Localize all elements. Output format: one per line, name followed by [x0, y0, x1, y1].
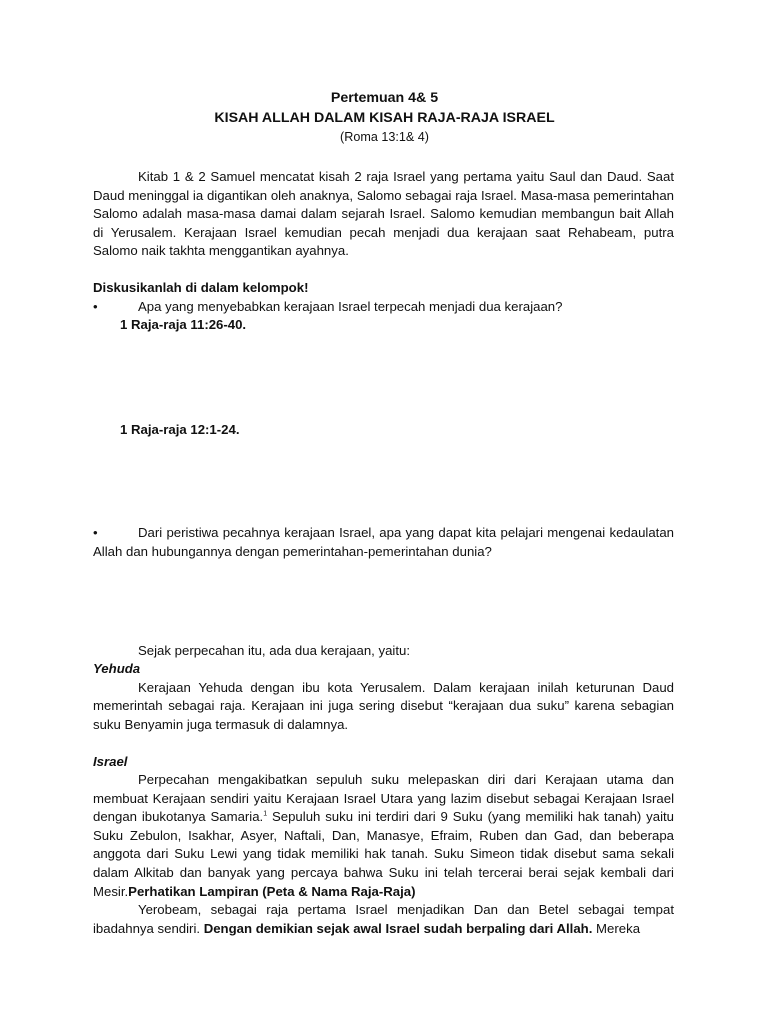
intro-paragraph: Kitab 1 & 2 Samuel mencatat kisah 2 raja Israel yang pertama yaitu Saul dan Daud. Saat Daud meninggal ia digantikan oleh anaknya, Salomo sebagai raja Israel. Masa-masa pemerintahan Salomo adalah masa-masa damai dalam sejarah Israel. Salomo kemudian membangun bait Allah di Yerusalem. Kerajaan Israel kemudian pecah menjadi dua kerajaan saat Rehabeam, putra Salomo naik takhta menggantikan ayahnya.	[93, 169, 674, 259]
title-block	[95, 88, 674, 146]
question-1-text: Apa yang menyebabkan kerajaan Israel terpecah menjadi dua kerajaan?	[138, 298, 563, 314]
scripture-reference: (Roma 13:1& 4)	[340, 130, 429, 144]
bullet-icon: •	[93, 525, 98, 541]
page-title: KISAH ALLAH DALAM KISAH RAJA-RAJA ISRAEL	[214, 110, 555, 126]
kingdoms-intro: Sejak perpecahan itu, ada dua kerajaan, yaitu:	[138, 642, 410, 658]
meeting-label: Pertemuan 4& 5	[330, 90, 439, 106]
question-2-text: Dari peristiwa pecahnya kerajaan Israel, apa yang dapat kita pelajari mengenai kedaulatan Allah dan hubungannya dengan pemerintahan-pemerintahan dunia?	[93, 525, 674, 559]
israel-text-2: Sepuluh suku ini terdiri dari 9 Suku (yang memiliki hak tanah) yaitu Suku Zebulon, Isakhar, Asyer, Naftali, Dan, Manasye, Efraim, Ruben dan Gad, dan beberapa anggota dari Suku Lewi yang tidak memiliki hak tanah. Suku Simeon tidak disebut sama sekali dalam Alkitab dan banyak yang percaya bahwa Suku ini telah tercerai berai sejak kembali dari Mesir.	[93, 809, 675, 899]
discussion-heading: Diskusikanlah di dalam kelompok!	[93, 279, 309, 295]
reference-2: 1 Raja-raja 12:1-24.	[120, 421, 240, 437]
bullet-icon: •	[93, 298, 98, 314]
reference-1: 1 Raja-raja 11:26-40.	[120, 317, 247, 333]
israel-p2-start: Yerobeam, sebagai raja pertama Israel menjadikan Dan dan Betel sebagai tempat ibadahnya sendiri.	[93, 902, 674, 936]
question-1	[93, 298, 674, 317]
document-body	[93, 88, 674, 938]
footnote-marker: 1	[263, 810, 268, 818]
question-2	[93, 524, 674, 561]
israel-p2-end: Mereka	[592, 920, 641, 936]
yehuda-paragraph: Kerajaan Yehuda dengan ibu kota Yerusalem. Dalam kerajaan inilah keturunan Daud memerintah sebagai raja. Kerajaan ini juga sering disebut “kerajaan dua suku” karena sebagian suku Benyamin juga termasuk di dalamnya.	[93, 679, 674, 732]
yehuda-heading: Yehuda	[93, 661, 141, 677]
israel-p2-bold: Dengan demikian sejak awal Israel sudah berpaling dari Allah.	[203, 920, 593, 936]
appendix-note: Perhatikan Lampiran (Peta & Nama Raja-Raja)	[128, 883, 416, 899]
israel-heading: Israel	[93, 753, 128, 769]
israel-paragraph-1	[93, 771, 674, 901]
israel-text-1: Perpecahan mengakibatkan sepuluh suku melepaskan diri dari Kerajaan utama dan membuat Kerajaan sendiri yaitu Kerajaan Israel Utara yang lazim disebut sebagai Kerajaan Israel dengan ibukotanya Samaria.	[93, 772, 674, 825]
israel-paragraph-2	[93, 901, 674, 938]
